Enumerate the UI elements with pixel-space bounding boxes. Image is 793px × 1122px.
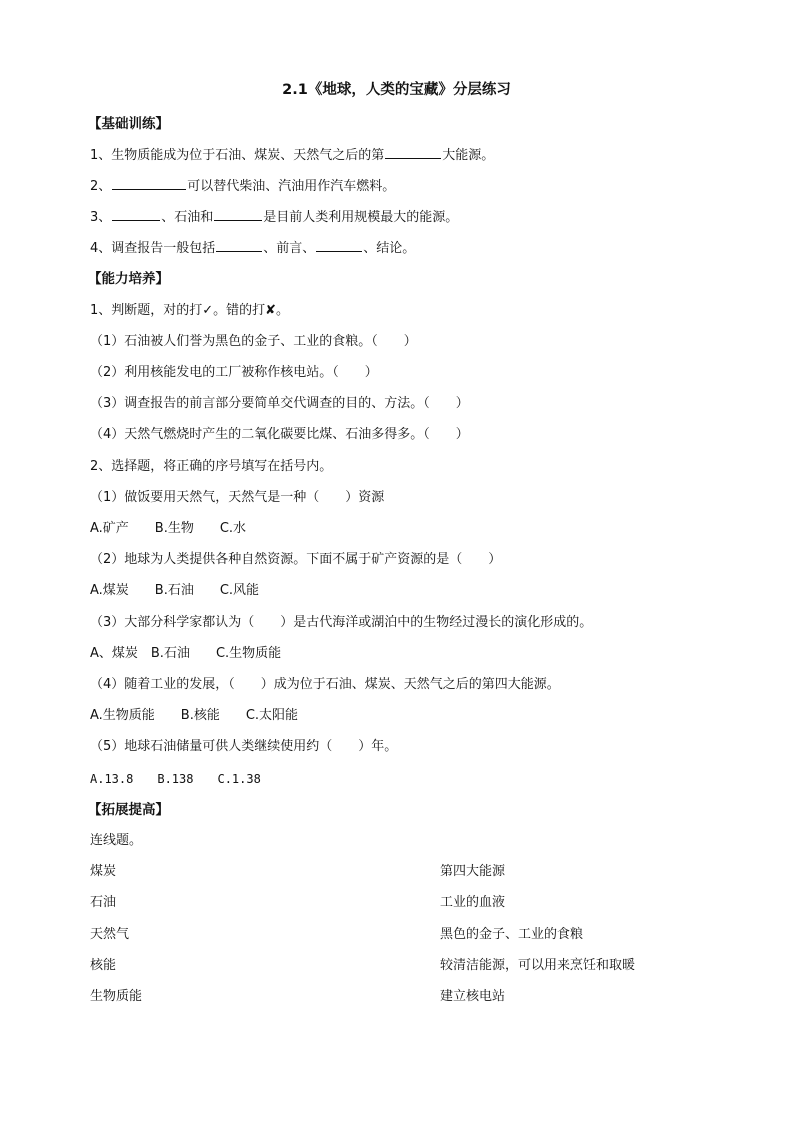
choice-question: （1）做饭要用天然气，天然气是一种（ ）资源	[90, 490, 385, 505]
basic-q1-text-a: 1、生物质能成为位于石油、煤炭、天然气之后的第	[90, 148, 385, 163]
answer-blank[interactable]	[316, 238, 362, 252]
page-title: 2.1《地球，人类的宝藏》分层练习	[282, 82, 511, 98]
basic-question-4	[90, 238, 730, 259]
matching-row	[90, 956, 730, 976]
basic-q4-text-a: 4、调查报告一般包括	[90, 241, 216, 256]
choice-options: A.煤炭 B.石油 C.风能	[90, 583, 260, 598]
matching-right-item[interactable]: 黑色的金子、工业的食粮	[440, 927, 584, 942]
matching-row	[90, 893, 730, 913]
matching-row	[90, 987, 730, 1007]
choice-question: （5）地球石油储量可供人类继续使用约（ ）年。	[90, 739, 398, 754]
basic-question-3	[90, 207, 730, 228]
basic-q3-text-a: 3、	[90, 210, 112, 225]
choice-options: A.矿产 B.生物 C.水	[90, 521, 247, 536]
matching-left-item[interactable]: 核能	[90, 958, 117, 973]
choice-question: （4）随着工业的发展，（ ）成为位于石油、煤炭、天然气之后的第四大能源。	[90, 677, 560, 692]
basic-q4-text-b: 、前言、	[263, 241, 316, 256]
matching-intro: 连线题。	[90, 833, 143, 848]
basic-q2-text-b: 可以替代柴油、汽油用作汽车燃料。	[187, 179, 396, 194]
basic-q2-text-a: 2、	[90, 179, 112, 194]
matching-right-item[interactable]: 较清洁能源，可以用来烹饪和取暖	[440, 958, 636, 973]
matching-row	[90, 925, 730, 945]
matching-right-item[interactable]: 工业的血液	[440, 895, 506, 910]
choice-options: A.生物质能 B.核能 C.太阳能	[90, 708, 299, 723]
matching-left-item[interactable]: 石油	[90, 895, 117, 910]
answer-blank[interactable]	[385, 145, 441, 159]
choice-question: （3）大部分科学家都认为（ ）是古代海洋或湖泊中的生物经过漫长的演化形成的。	[90, 615, 593, 630]
answer-blank[interactable]	[112, 207, 160, 221]
matching-left-item[interactable]: 天然气	[90, 927, 130, 942]
judge-item: （4）天然气燃烧时产生的二氧化碳要比煤、石油多得多。（ ）	[90, 427, 469, 442]
matching-row	[90, 862, 730, 882]
judge-item: （3）调查报告的前言部分要简单交代调查的目的、方法。（ ）	[90, 396, 469, 411]
section-ability-heading: 【能力培养】	[88, 271, 169, 287]
choice-title: 2、选择题，将正确的序号填写在括号内。	[90, 459, 333, 474]
matching-left-item[interactable]: 生物质能	[90, 989, 143, 1004]
section-extend-heading: 【拓展提高】	[88, 802, 169, 818]
basic-question-1	[90, 145, 730, 166]
answer-blank[interactable]	[112, 176, 186, 190]
answer-blank[interactable]	[216, 238, 262, 252]
basic-q3-text-b: 、石油和	[161, 210, 214, 225]
matching-right-item[interactable]: 第四大能源	[440, 864, 506, 879]
choice-question: （2）地球为人类提供各种自然资源。下面不属于矿产资源的是（ ）	[90, 552, 502, 567]
basic-q3-text-c: 是目前人类利用规模最大的能源。	[263, 210, 459, 225]
section-basic-heading: 【基础训练】	[88, 116, 169, 132]
judge-item: （2）利用核能发电的工厂被称作核电站。（ ）	[90, 365, 378, 380]
choice-options: A、煤炭 B.石油 C.生物质能	[90, 646, 282, 661]
answer-blank[interactable]	[214, 207, 262, 221]
choice-options: A.13.8 B.138 C.1.38	[90, 772, 261, 786]
basic-q4-text-c: 、结论。	[363, 241, 416, 256]
basic-q1-text-b: 大能源。	[442, 148, 495, 163]
matching-left-item[interactable]: 煤炭	[90, 864, 117, 879]
basic-question-2	[90, 176, 730, 197]
judge-item: （1）石油被人们誉为黑色的金子、工业的食粮。（ ）	[90, 334, 417, 349]
matching-right-item[interactable]: 建立核电站	[440, 989, 506, 1004]
judge-title: 1、判断题，对的打✓。错的打✘。	[90, 303, 290, 318]
